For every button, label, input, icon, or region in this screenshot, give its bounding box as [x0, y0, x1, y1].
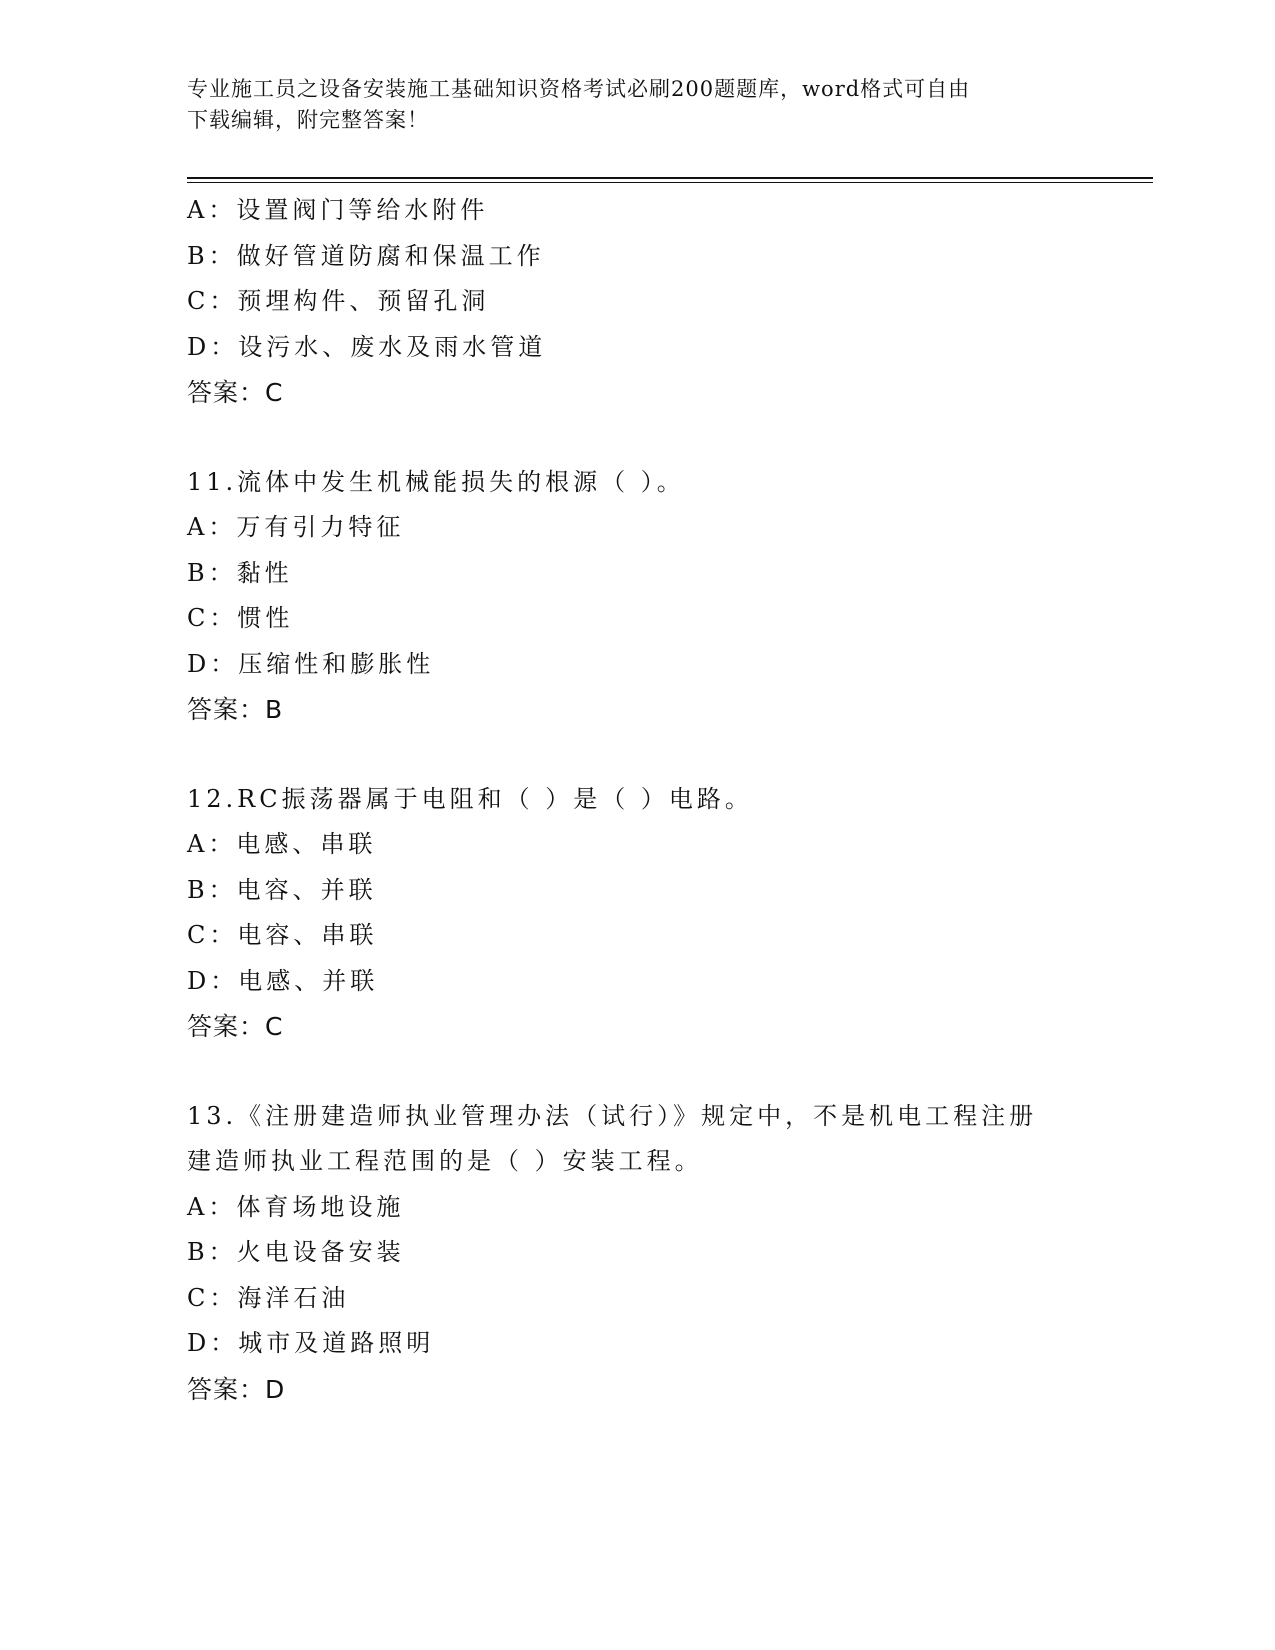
question-10-answer: 答案：C — [187, 378, 284, 407]
header-title-line-2: 下载编辑，附完整答案！ — [187, 108, 429, 132]
question-13-option-c: C：海洋石油 — [187, 1283, 350, 1312]
question-12-option-c: C：电容、串联 — [187, 921, 378, 949]
question-13-option-d: D：城市及道路照明 — [187, 1329, 435, 1357]
question-list — [187, 188, 1117, 1412]
question-11-option-b: B：黏性 — [187, 558, 293, 587]
question-11-option-d: D：压缩性和膨胀性 — [187, 649, 435, 678]
question-11-block — [187, 460, 1117, 733]
question-11-option-c: C：惯性 — [187, 604, 294, 632]
header-divider-thin — [187, 182, 1153, 183]
question-13-stem-line-2: 建造师执业工程范围的是（ ）安装工程。 — [187, 1147, 703, 1175]
question-12-option-b: B：电容、并联 — [187, 875, 377, 904]
question-10-option-d: D：设污水、废水及雨水管道 — [187, 332, 547, 361]
question-11-stem: 11.流体中发生机械能损失的根源（ ）。 — [187, 467, 685, 496]
question-13-option-a: A：体育场地设施 — [187, 1192, 405, 1221]
question-13-answer: 答案：D — [187, 1374, 286, 1404]
question-11-option-a: A：万有引力特征 — [187, 513, 405, 541]
header-title-line-1: 专业施工员之设备安装施工基础知识资格考试必刷200题题库，word格式可自由 — [187, 77, 971, 101]
question-12-option-a: A：电感、串联 — [187, 830, 377, 858]
document-header — [187, 74, 1087, 136]
question-10-block — [187, 188, 1117, 416]
header-divider-thick — [187, 177, 1153, 179]
question-10-option-b: B：做好管道防腐和保温工作 — [187, 241, 545, 270]
question-11-answer: 答案：B — [187, 695, 284, 724]
question-12-stem: 12.RC振荡器属于电阻和（ ）是（ ）电路。 — [187, 784, 753, 813]
question-12-answer: 答案：C — [187, 1012, 284, 1041]
question-13-stem-line-1: 13.《注册建造师执业管理办法（试行）》规定中，不是机电工程注册 — [187, 1101, 1038, 1130]
question-12-block — [187, 777, 1117, 1050]
question-13-block — [187, 1094, 1117, 1413]
question-12-option-d: D：电感、并联 — [187, 966, 379, 995]
question-13-option-b: B：火电设备安装 — [187, 1238, 405, 1266]
question-10-option-c: C：预埋构件、预留孔洞 — [187, 287, 490, 315]
question-10-option-a: A：设置阀门等给水附件 — [187, 196, 489, 224]
